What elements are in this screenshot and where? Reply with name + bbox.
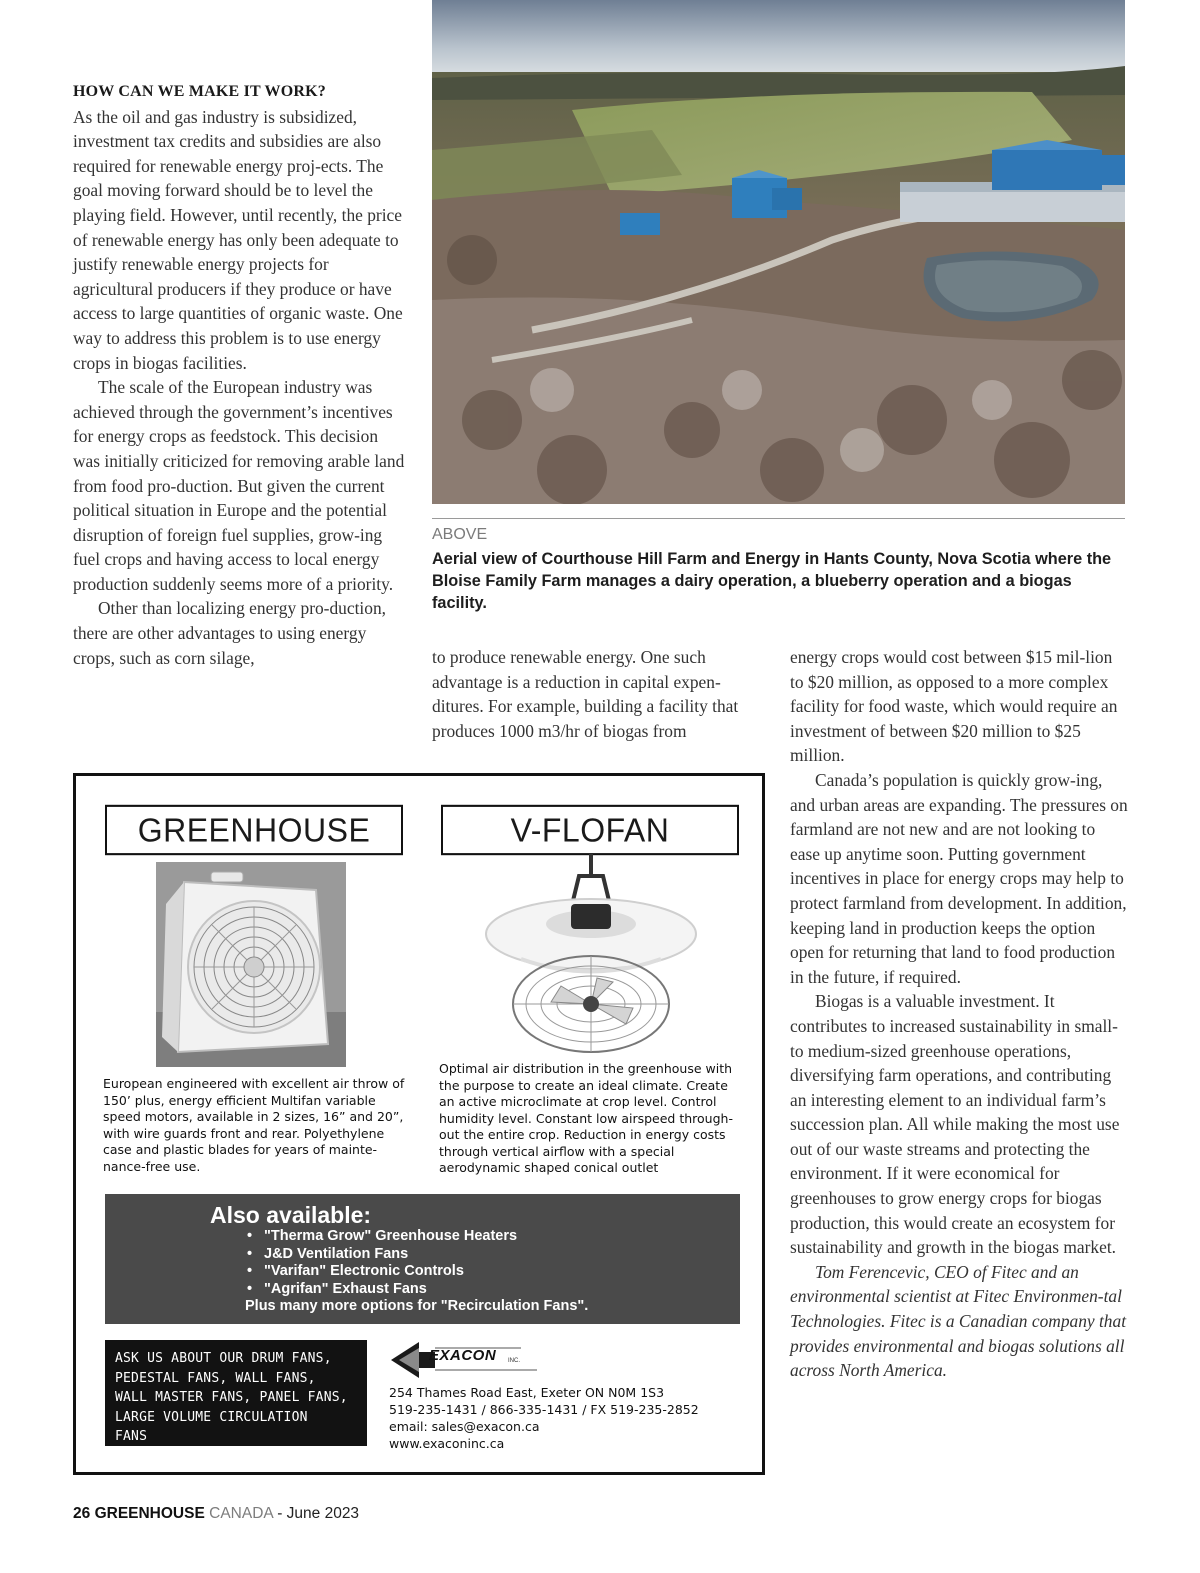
author-note: Tom Ferencevic, CEO of Fitec and an environmental scientist at Fitec Environmen-tal Technologies. Fitec is a Canadian company that provides environmental and biogas solutions all across North America. (790, 1261, 1127, 1381)
article-paragraph: Other than localizing energy pro-duction, there are other advantages to using energy crops, such as corn silage, (73, 598, 386, 668)
exacon-website[interactable]: www.exaconinc.ca (389, 1436, 505, 1451)
v-flofan-image (481, 854, 701, 1054)
ask-line: PEDESTAL FANS, WALL FANS, (115, 1370, 316, 1386)
greenhouse-fan-description: European engineered with excellent air throw of 150’ plus, energy efficient Multifan variable speed motors, available in 2 sizes, 16” and 20”, with wire guards front and rear. Polyethylene case and plastic blades for years of mainte-nance-free use. (103, 1076, 405, 1174)
article-middle-column (432, 645, 762, 743)
ask-line: WALL MASTER FANS, PANEL FANS, (115, 1390, 348, 1405)
article-paragraph: energy crops would cost between $15 mil-lion to $20 million, as opposed to a more complex facility for food waste, which would require an investment of between $20 million to $25 million. (790, 647, 1118, 766)
list-item: • "Therma Grow" Greenhouse Heaters (247, 1228, 517, 1246)
aerial-photo-illustration (432, 0, 1125, 504)
list-item: • "Varifan" Electronic Controls (247, 1263, 517, 1281)
exacon-brand-suffix: INC. (508, 1358, 520, 1364)
exacon-phone: 519-235-1431 / 866-335-1431 / FX 519-235-2852 (389, 1402, 699, 1417)
photo-caption: Aerial view of Courthouse Hill Farm and Energy in Hants County, Nova Scotia where the Bloise Family Farm manages a dairy operation, a blueberry operation and a biogas facility. (432, 550, 1112, 612)
section-heading: HOW CAN WE MAKE IT WORK? (73, 83, 326, 100)
exacon-advertisement (73, 773, 765, 1475)
ask-line: FANS (115, 1429, 148, 1444)
caption-label: ABOVE (432, 526, 488, 543)
article-paragraph: The scale of the European industry was achieved through the government’s incentives for energy crops as feedstock. This decision was initially criticized for removing arable land from food pro-duction. But given the current political situation in Europe and the potential disruption of foreign fuel supplies, grow-ing fuel crops and having access to local energy production suddenly seems more of a priority. (73, 377, 405, 594)
publication-region: CANADA (209, 1505, 273, 1522)
also-available-heading: Also available: (210, 1202, 372, 1228)
ask-line: ASK US ABOUT OUR DRUM FANS, (115, 1351, 332, 1366)
article-paragraph: to produce renewable energy. One such advantage is a reduction in capital expen-ditures. For example, building a facility that produces 1000 m3/hr of biogas from (432, 647, 739, 741)
article-left-column (73, 80, 408, 670)
caption-divider (432, 518, 1125, 519)
v-flofan-description: Optimal air distribution in the greenhouse with the purpose to create an ideal climate. Create an active microclimate at crop level. Control humidity level. Constant low airspeed through-out the entire crop. Reduction in energy costs through vertical airflow with a special aerodynamic shaped conical outlet (439, 1061, 733, 1175)
also-available-more: Plus many more options for "Recirculation Fans". (245, 1298, 589, 1314)
issue-date: - June 2023 (277, 1505, 360, 1522)
ask-about-fans-box (105, 1340, 367, 1446)
v-flofan-title-box: V-FLOFAN (441, 805, 739, 855)
article-right-column (790, 645, 1128, 1383)
also-available-list (247, 1228, 517, 1298)
publication-name: GREENHOUSE (94, 1505, 205, 1522)
page-number: 26 (73, 1505, 91, 1522)
exacon-contact-block (389, 1384, 699, 1452)
article-paragraph: Canada’s population is quickly grow-ing, and urban areas are expanding. The pressures on farmland are not new and are not looking to ease up anytime soon. Putting government incentives in place for energy crops may help to protect farmland from development. In addition, keeping land in production keeps the option open for returning that land to food production in the future, if required. (790, 769, 1128, 987)
list-item: • J&D Ventilation Fans (247, 1246, 517, 1264)
greenhouse-title-box: GREENHOUSE (105, 805, 403, 855)
aerial-farm-photo (432, 0, 1125, 504)
exacon-email[interactable]: email: sales@exacon.ca (389, 1419, 540, 1434)
article-paragraph: Biogas is a valuable investment. It contributes to increased sustainability in small- to medium-sized greenhouse operations, diversifying farm operations, and contributing an interesting element to an individual farm’s succession plan. All while making the most use out of our waste streams and protecting the environment. If it were economical for greenhouses to grow energy crops for biogas production, this would create an ecosystem for sustainability and growth in the biogas market. (790, 991, 1120, 1258)
ceiling-fan-icon (481, 854, 701, 1054)
page-footer (73, 1505, 359, 1523)
exacon-address: 254 Thames Road East, Exeter ON N0M 1S3 (389, 1385, 665, 1400)
greenhouse-fan-image (156, 862, 346, 1067)
also-available-panel (105, 1194, 740, 1324)
list-item: • "Agrifan" Exhaust Fans (247, 1281, 517, 1299)
ask-line: LARGE VOLUME CIRCULATION (115, 1409, 308, 1425)
box-fan-icon (156, 862, 346, 1067)
article-paragraph: As the oil and gas industry is subsidized, investment tax credits and subsidies are also required for renewable energy proj-ects. The goal moving forward should be to level the playing field. However, until recently, the price of renewable energy has only been adequate to justify renewable energy projects for agricultural producers if they produce or have access to large quantities of organic waste. One way to address this problem is to use energy crops in biogas facilities. (73, 106, 403, 373)
exacon-brand-name: EXACON (429, 1347, 497, 1364)
